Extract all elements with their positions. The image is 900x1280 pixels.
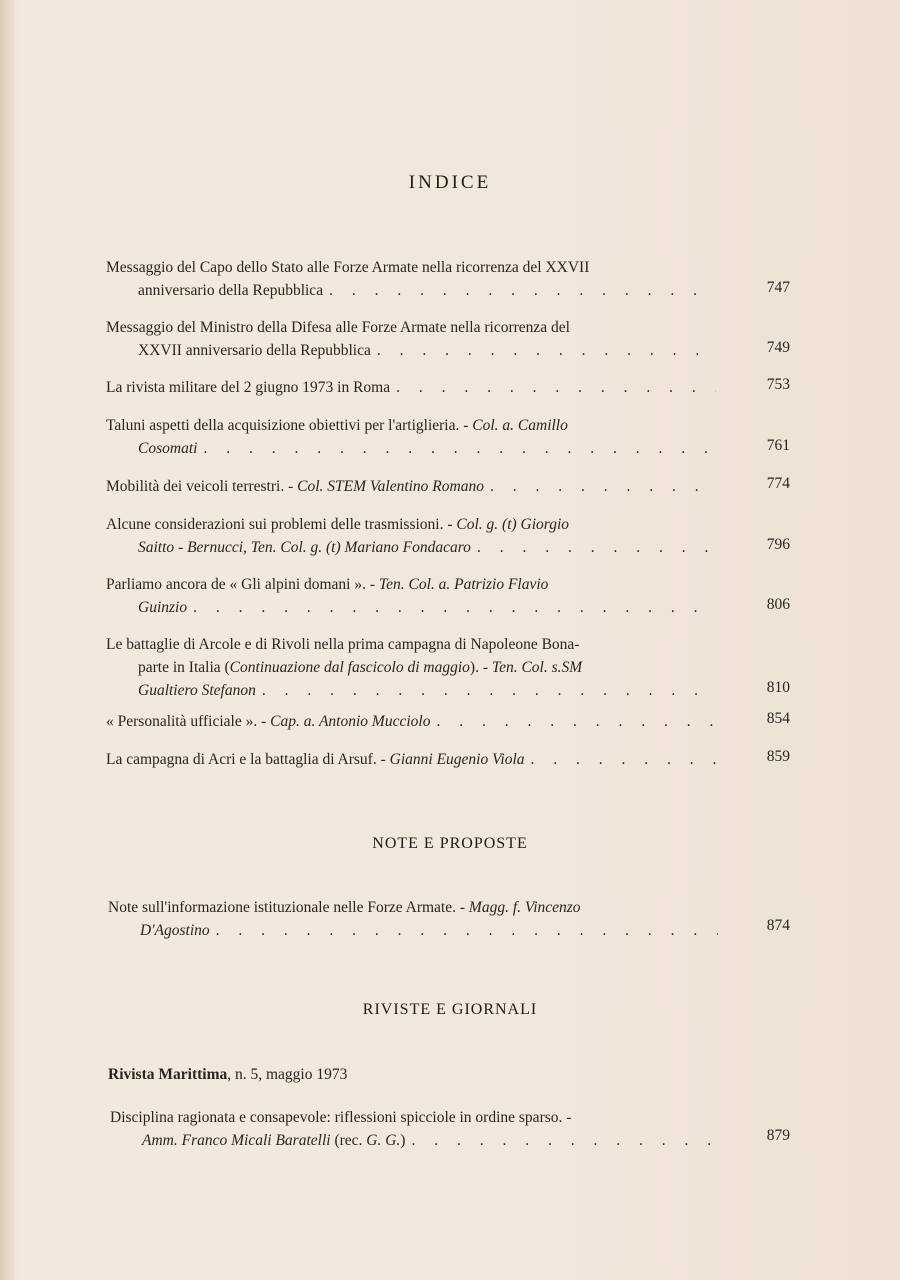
page-number: 874 — [766, 917, 790, 934]
entry-author: - Gianni Eugenio Viola — [380, 751, 525, 768]
page-number: 879 — [766, 1127, 790, 1144]
entry-title-line: XXVII anniversario della Repubblica — [138, 342, 371, 359]
page-number: 859 — [766, 748, 790, 765]
toc-entry — [106, 513, 716, 559]
page-number: 749 — [766, 339, 790, 356]
leader-dots — [436, 710, 716, 733]
entry-title-line: Le battaglie di Arcole e di Rivoli nella prima campagna di Napoleone Bona- — [106, 636, 580, 653]
entry-author: Amm. Franco Micali Baratelli — [142, 1132, 331, 1149]
rivista-name: Rivista Marittima — [108, 1066, 228, 1083]
page-number: 806 — [766, 596, 790, 613]
entry-author: - Cap. a. Antonio Mucciolo — [261, 713, 431, 730]
toc-entry: Le battaglie di Arcole e di Rivoli nella prima campagna di Napoleone Bona- parte in Italia (Continuazione dal fascicolo di maggio). - Ten. Col. s.SM Gualtiero Stefanon . . . — [106, 633, 716, 702]
index-title: INDICE — [408, 172, 492, 193]
page-number: 753 — [766, 376, 790, 393]
toc-entry — [106, 376, 716, 399]
entry-title-line: La rivista militare del 2 giugno 1973 in Roma — [106, 379, 391, 396]
entry-author: - Col. STEM Valentino Romano — [288, 478, 484, 495]
toc-entry — [106, 316, 716, 362]
page-number: 854 — [766, 710, 790, 727]
rivista-issue: , n. 5, maggio 1973 — [227, 1066, 348, 1083]
entry-title-line: Parliamo ancora de « Gli alpini domani ». — [106, 576, 366, 593]
entry-author: - Magg. f. Vincenzo — [459, 899, 581, 916]
page-number: 774 — [766, 475, 790, 492]
toc-entry — [106, 256, 716, 302]
rivista-heading — [108, 1066, 347, 1084]
leader-dots — [216, 919, 718, 942]
leader-dots — [377, 339, 716, 362]
entry-title-line: La campagna di Acri e la battaglia di Arsuf. — [106, 751, 377, 768]
leader-dots — [531, 748, 716, 771]
entry-author: - Ten. Col. a. Patrizio Flavio — [369, 576, 549, 593]
toc-entry — [106, 573, 716, 619]
leader-dots — [329, 279, 716, 302]
page-number: 761 — [766, 437, 790, 454]
toc-entry — [106, 475, 716, 498]
entry-title-line: Disciplina ragionata e consapevole: riflessioni spicciole in ordine sparso. - — [110, 1109, 572, 1126]
entry-title-line: anniversario della Repubblica — [138, 282, 324, 299]
toc-entry: Disciplina ragionata e consapevole: riflessioni spicciole in ordine sparso. - Amm. Franco Micali Baratelli (rec. G. G.) . . . — [110, 1106, 720, 1152]
toc-entry — [108, 896, 718, 942]
page-number: 747 — [766, 279, 790, 296]
entry-title-line: Mobilità dei veicoli terrestri. — [106, 478, 285, 495]
page-number: 796 — [766, 536, 790, 553]
section-title-riviste: RIVISTE E GIORNALI — [362, 1001, 538, 1018]
leader-dots — [490, 475, 716, 498]
entry-author: Guinzio — [138, 599, 188, 616]
entry-author: - Col. a. Camillo — [463, 417, 568, 434]
leader-dots — [396, 376, 716, 399]
entry-author: - Ten. Col. s.SM — [482, 659, 583, 676]
leader-dots — [262, 679, 716, 702]
entry-title-line: Alcune considerazioni sui problemi delle trasmissioni. — [106, 516, 444, 533]
entry-title-line: Messaggio del Capo dello Stato alle Forze Armate nella ricorrenza del XXVII — [106, 259, 590, 276]
page-number: 810 — [766, 679, 790, 696]
entry-author: Saitto - Bernucci, Ten. Col. g. (t) Mariano Fondacaro — [138, 539, 471, 556]
entry-author: D'Agostino — [140, 922, 210, 939]
toc-entry — [106, 414, 716, 460]
entry-title-line: « Personalità ufficiale ». — [106, 713, 258, 730]
leader-dots — [477, 536, 716, 559]
leader-dots — [411, 1129, 720, 1152]
toc-entry — [106, 710, 716, 733]
entry-title-line: Messaggio del Ministro della Difesa alle Forze Armate nella ricorrenza del — [106, 319, 570, 336]
entry-author: Cosomati — [138, 440, 198, 457]
entry-author: Gualtiero Stefanon — [138, 682, 256, 699]
entry-title-line: Note sull'informazione istituzionale nelle Forze Armate. — [108, 899, 456, 916]
toc-entry — [106, 748, 716, 771]
entry-author: - Col. g. (t) Giorgio — [447, 516, 570, 533]
entry-title-line: Taluni aspetti della acquisizione obiettivi per l'artiglieria. — [106, 417, 460, 434]
section-title-note: NOTE E PROPOSTE — [372, 835, 528, 852]
leader-dots — [203, 437, 716, 460]
leader-dots — [193, 596, 716, 619]
